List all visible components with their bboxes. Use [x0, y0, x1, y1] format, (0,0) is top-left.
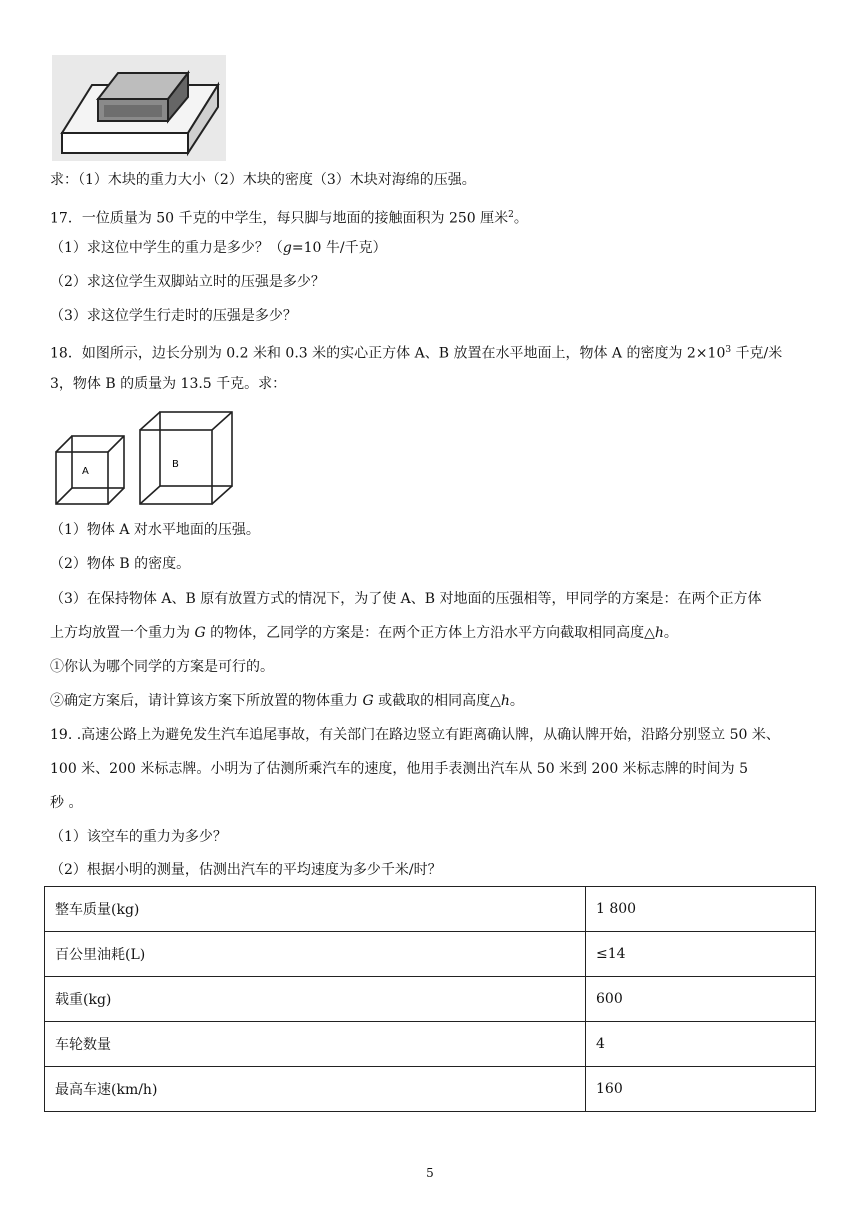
- question-18-cont: 3，物体 B 的质量为 13.5 千克。求：: [50, 376, 287, 392]
- cube-b-label: B: [172, 459, 179, 470]
- question-18: 18．如图所示，边长分别为 0.2 米和 0.3 米的实心正方体 A、B 放置在水平地面上，物体 A 的密度为 $2\times 10^3$ 千克/米: [50, 345, 783, 362]
- figure-cubes-a-b: [52, 408, 242, 508]
- figure-block-on-sponge: [52, 55, 226, 161]
- table-key: 载重(kg): [45, 977, 586, 1022]
- cube-a-label: A: [82, 466, 89, 477]
- question-18-sub-2: ②确定方案后，请计算该方案下所放置的物体重力 G 或截取的相同高度△h。: [50, 693, 524, 709]
- question-19: 19. .高速公路上为避免发生汽车追尾事故，有关部门在路边竖立有距离确认牌，从确认牌开始，沿路分别竖立 50 米、: [50, 727, 780, 743]
- question-17: 17．一位质量为 50 千克的中学生，每只脚与地面的接触面积为 250 厘米$^2$。: [50, 210, 528, 227]
- table-row: [45, 1022, 816, 1067]
- question-17-part-2: （2）求这位学生双脚站立时的压强是多少？: [50, 274, 325, 290]
- table-value: 160: [586, 1067, 816, 1112]
- table-row: [45, 932, 816, 977]
- question-16-ask: 求：（1）木块的重力大小（2）木块的密度（3）木块对海绵的压强。: [50, 172, 476, 188]
- question-19-cont-2: 秒 。: [50, 795, 83, 811]
- table-row: [45, 887, 816, 932]
- question-18-sub-1: ①你认为哪个同学的方案是可行的。: [50, 659, 274, 675]
- table-key: 整车质量(kg): [45, 887, 586, 932]
- table-row: [45, 977, 816, 1022]
- table-key: 车轮数量: [45, 1022, 586, 1067]
- table-value: 1 800: [586, 887, 816, 932]
- question-18-part-2: （2）物体 B 的密度。: [50, 556, 191, 572]
- table-row: [45, 1067, 816, 1112]
- question-17-part-1: （1）求这位中学生的重力是多少？（g=10 牛/千克）: [50, 240, 387, 256]
- car-spec-table: [44, 886, 816, 1112]
- page-number: 5: [426, 1166, 434, 1180]
- table-value: 4: [586, 1022, 816, 1067]
- question-18-part-3-cont: 上方均放置一个重力为 G 的物体，乙同学的方案是：在两个正方体上方沿水平方向截取相同高度△h。: [50, 625, 678, 641]
- table-key: 百公里油耗(L): [45, 932, 586, 977]
- question-19-part-2: （2）根据小明的测量，估测出汽车的平均速度为多少千米/时？: [50, 862, 442, 878]
- table-value: ≤14: [586, 932, 816, 977]
- question-19-part-1: （1）该空车的重力为多少？: [50, 829, 227, 845]
- question-19-cont-1: 100 米、200 米标志牌。小明为了估测所乘汽车的速度，他用手表测出汽车从 50 米到 200 米标志牌的时间为 5: [50, 761, 749, 777]
- table-value: 600: [586, 977, 816, 1022]
- question-17-part-3: （3）求这位学生行走时的压强是多少？: [50, 308, 297, 324]
- question-18-part-1: （1）物体 A 对水平地面的压强。: [50, 522, 260, 538]
- question-18-part-3: （3）在保持物体 A、B 原有放置方式的情况下，为了使 A、B 对地面的压强相等，甲同学的方案是：在两个正方体: [50, 591, 762, 607]
- table-key: 最高车速(km/h): [45, 1067, 586, 1112]
